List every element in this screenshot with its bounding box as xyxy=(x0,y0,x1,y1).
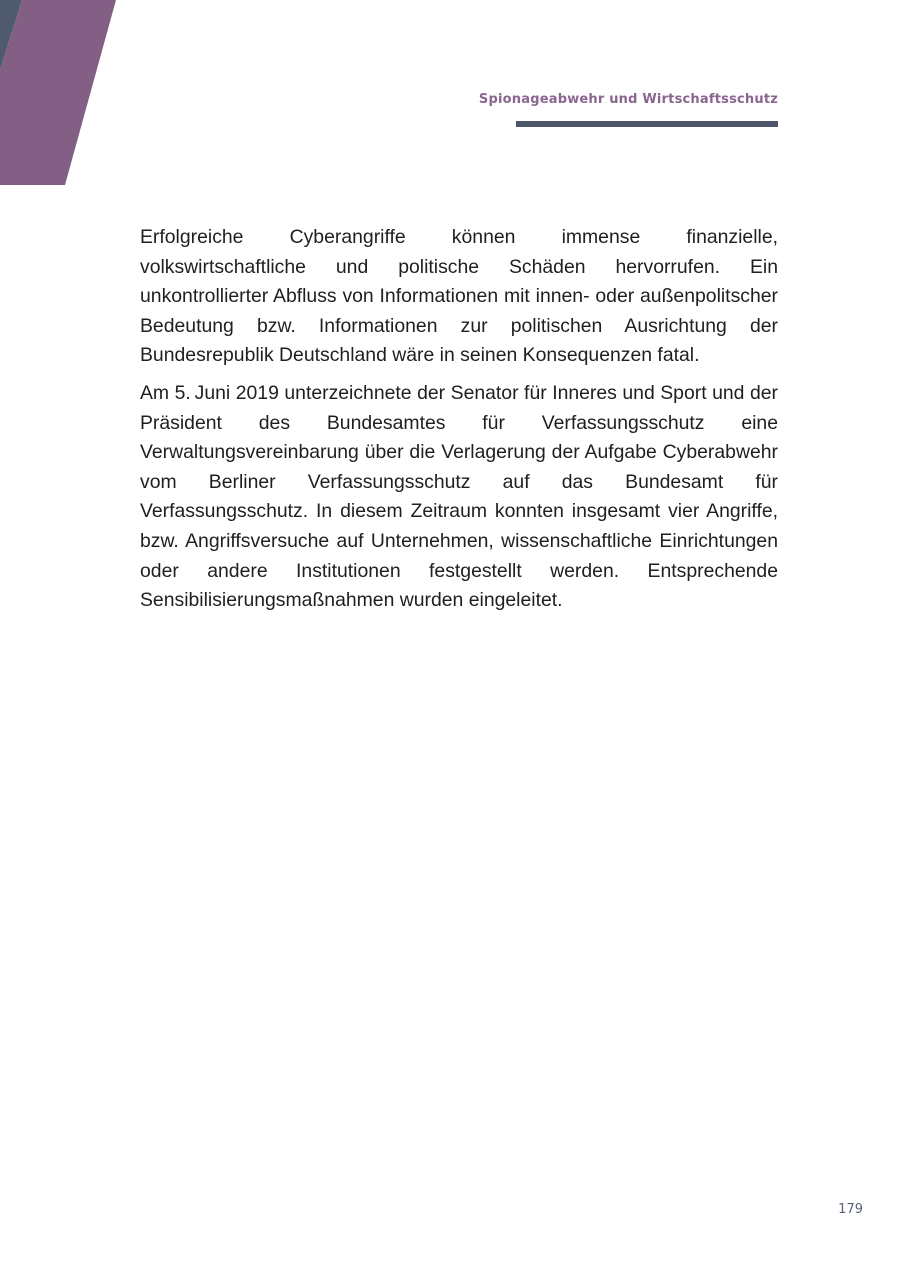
paragraph-1: Erfolgreiche Cyberangriffe können immense finanzielle, volkswirtschaftliche und politische Schäden hervorrufen. Ein unkontrollierter Abfluss von Informationen mit innen- oder außenpolitscher Bedeutung bzw. Informationen zur politischen Ausrichtung der Bundesrepublik Deutschland wäre in seinen Konsequenzen fatal. xyxy=(140,226,778,367)
running-header: Spionageabwehr und Wirtschaftsschutz xyxy=(478,92,778,107)
paragraph-2: Am 5. Juni 2019 unterzeichnete der Senator für Inneres und Sport und der Präsident des Bundesamtes für Verfassungsschutz eine Verwaltungsvereinbarung über die Verlagerung der Aufgabe Cyberabwehr vom Berliner Verfassungsschutz auf das Bundesamt für Verfassungsschutz. In diesem Zeitraum konnten insgesamt vier Angriffe, bzw. Angriffsversuche auf Unternehmen, wissenschaftliche Einrichtungen oder andere Institutionen festgestellt werden. Entsprechende Sensibilisierungsmaßnahmen wurden eingeleitet. xyxy=(140,381,778,612)
corner-decoration xyxy=(0,0,120,186)
page-number: 179 xyxy=(838,1202,863,1217)
body-text xyxy=(140,223,778,624)
header-rule xyxy=(516,121,778,127)
corner-purple-band xyxy=(0,0,116,185)
